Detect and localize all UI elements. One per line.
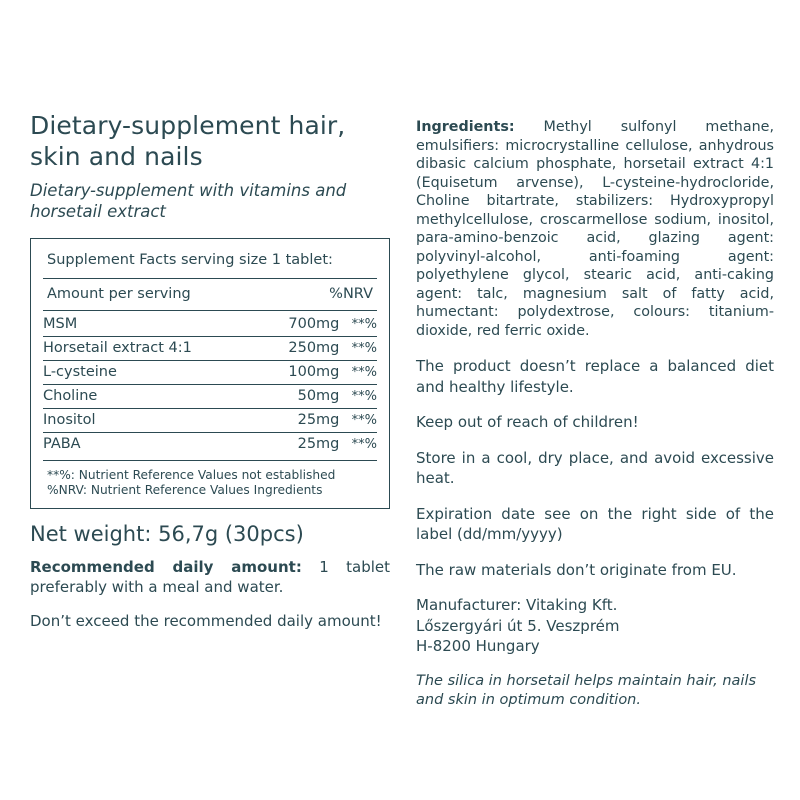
do-not-exceed-warning: Don’t exceed the recommended daily amount! (30, 611, 382, 630)
supplement-facts-table (43, 311, 377, 456)
table-row (43, 311, 377, 336)
nutrient-amount: 25mg (264, 432, 340, 456)
nutrient-nrv: **% (351, 317, 377, 332)
left-column (30, 110, 390, 800)
notice-keep-out-of-reach: Keep out of reach of children! (416, 413, 639, 431)
supplement-facts-footnotes (43, 460, 377, 500)
table-row (43, 408, 377, 432)
nutrient-amount: 250mg (264, 336, 340, 360)
nutrient-nrv: **% (339, 336, 377, 360)
notice-expiration-date: Expiration date see on the right side of the label (dd/mm/yyyy) (416, 504, 774, 543)
nutrient-nrv: **% (339, 432, 377, 456)
table-row (43, 432, 377, 456)
nutrient-nrv: **% (339, 384, 377, 408)
page-title: Dietary-supplement hair, skin and nails (30, 111, 346, 171)
ingredients-paragraph (416, 118, 774, 340)
recommended-daily-amount (30, 557, 390, 597)
nutrient-name: Inositol (43, 408, 264, 432)
footnote-nrv-not-established: **%: Nutrient Reference Values not established (47, 467, 336, 482)
nutrient-amount: 700mg (288, 316, 340, 332)
nutrient-amount: 50mg (264, 384, 340, 408)
ingredients-text: Methyl sulfonyl methane, emulsifiers: microcrystalline cellulose, anhydrous dibasic calcium phosphate, horsetail extract 4:1 (Equisetum arvense), L-cysteine-hydrocloride, Choline bitartrate, stabilizers: Hydroxypropyl methylcellulose, croscarmellose sodium, inositol, para-amino-benzoic acid, glazing agent: polyvinyl-alcohol, anti-foaming agent: polyethylene glycol, stearic acid, anti-caking agent: talc, magnesium salt of fatty acid, humectant: polydextrose, colours: titanium-dioxide, red ferric oxide. (416, 119, 774, 339)
nutrient-name: Horsetail extract 4:1 (43, 336, 264, 360)
supplement-facts-heading: Supplement Facts serving size 1 tablet: (47, 252, 333, 268)
recommended-daily-amount-text: 1 tablet preferably with a meal and water. (30, 557, 390, 596)
notice-storage: Store in a cool, dry place, and avoid excessive heat. (416, 448, 774, 487)
column-header-amount: Amount per serving (47, 286, 191, 302)
notice-balanced-diet: The product doesn’t replace a balanced diet and healthy lifestyle. (416, 357, 774, 396)
nutrient-nrv: **% (339, 408, 377, 432)
ingredients-label: Ingredients: (416, 119, 515, 135)
column-header-nrv: %NRV (329, 286, 373, 302)
table-row (43, 384, 377, 408)
footnote-nrv-definition: %NRV: Nutrient Reference Values Ingredients (47, 482, 323, 497)
nutrient-name: MSM (43, 316, 78, 332)
nutrient-name: PABA (43, 432, 264, 456)
table-row (43, 336, 377, 360)
nutrient-amount: 25mg (264, 408, 340, 432)
manufacturer-postal-country: H-8200 Hungary (416, 637, 540, 655)
health-claim: The silica in horsetail helps maintain hair, nails and skin in optimum condition. (416, 672, 757, 708)
table-row (43, 360, 377, 384)
supplement-facts-panel (30, 238, 390, 509)
nutrient-name: Choline (43, 384, 264, 408)
net-weight: Net weight: 56,7g (30pcs) (30, 521, 304, 546)
nutrient-name: L-cysteine (43, 360, 264, 384)
manufacturer-name: Manufacturer: Vitaking Kft. (416, 596, 618, 614)
product-subtitle: Dietary-supplement with vitamins and horsetail extract (30, 181, 347, 221)
manufacturer-block (416, 595, 774, 657)
supplement-facts-header-row (43, 279, 377, 310)
right-column (416, 110, 774, 800)
notice-raw-materials-origin: The raw materials don’t originate from EU. (416, 560, 737, 579)
nutrient-amount: 100mg (264, 360, 340, 384)
recommended-daily-amount-label: Recommended daily amount: (30, 557, 302, 576)
nutrient-nrv: **% (339, 360, 377, 384)
manufacturer-street: Lőszergyári út 5. Veszprém (416, 616, 620, 635)
